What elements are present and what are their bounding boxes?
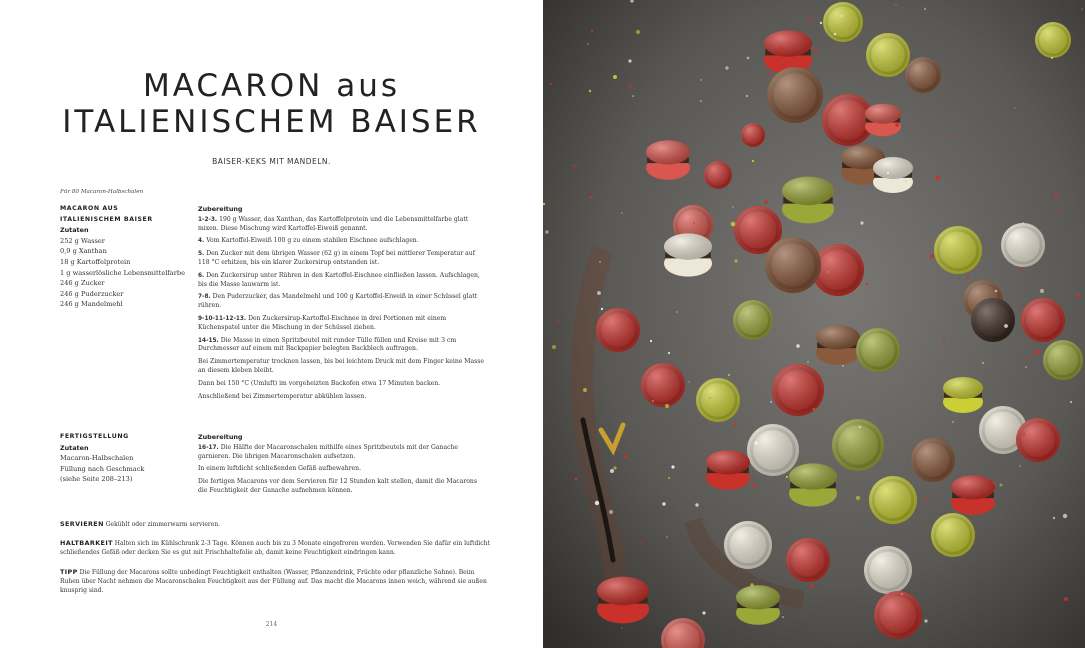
section1-ingredients-column	[60, 204, 195, 310]
crumb	[595, 501, 599, 505]
recipe-title-line1: MACARON aus	[142, 68, 401, 104]
crumb	[866, 283, 868, 285]
macaron	[789, 463, 837, 506]
crumb	[1076, 293, 1080, 297]
crumb	[666, 536, 668, 538]
crumb	[930, 254, 934, 258]
ingredient-item: Macaron-Halbschalen	[60, 454, 134, 463]
macaron-photo-illustration	[543, 0, 1085, 648]
crumb	[924, 497, 928, 501]
crumb	[859, 426, 862, 429]
crumb	[613, 466, 616, 469]
crumb	[1019, 303, 1021, 305]
crumb	[591, 30, 593, 32]
section1-heading-line2: ITALIENISCHEM BAISER	[60, 215, 153, 223]
crumb	[827, 271, 828, 272]
crumb	[594, 86, 595, 87]
macaron	[706, 450, 750, 490]
crumb	[770, 401, 772, 403]
crumb	[809, 18, 812, 21]
crumb	[728, 374, 730, 376]
step-item: Die fertigen Macarons vor dem Servieren für 12 Stunden kalt stellen, damit die Macarons die Feuchtigkeit der Ganache aufnehmen können.	[198, 478, 477, 494]
crumb	[669, 433, 671, 435]
serving-label: SERVIEREN	[60, 520, 104, 528]
macaron	[767, 67, 823, 123]
tip-label: TIPP	[60, 568, 78, 576]
crumb	[905, 180, 907, 182]
macaron	[646, 140, 690, 180]
crumb	[583, 388, 587, 392]
crumb	[752, 483, 756, 487]
macaron-photo	[543, 0, 1085, 648]
crumb	[1022, 222, 1024, 224]
macaron	[704, 161, 732, 189]
crumb	[1070, 401, 1072, 403]
crumb	[575, 478, 578, 481]
crumb	[1040, 289, 1044, 293]
crumb	[621, 212, 622, 213]
crumb	[974, 491, 978, 495]
crumb	[732, 206, 734, 208]
step-item: 14-15. Die Masse in einen Spritzbeutel mit runder Tülle füllen und Kreise mit 3 cm Durchmesser auf einem mit Backpapier belegten Backblech auftragen.	[198, 336, 457, 353]
ingredient-item: 252 g Wasser	[60, 236, 105, 245]
crumb	[624, 455, 628, 459]
macaron	[1035, 22, 1071, 58]
macaron	[696, 378, 740, 422]
crumb	[1064, 597, 1068, 601]
crumb	[1035, 350, 1040, 355]
ingredient-item: 246 g Mandelmehl	[60, 300, 123, 309]
macaron	[873, 157, 913, 193]
crumb	[820, 22, 822, 24]
ingredient-item: (siehe Seite 208–213)	[60, 475, 133, 484]
macaron	[823, 2, 863, 42]
crumb	[953, 134, 955, 136]
step-item: In einem luftdicht schließenden Gefäß aufbewahren.	[198, 465, 362, 473]
crumb	[936, 176, 940, 180]
shelf-life-text: Halten sich im Kühlschrank 2-3 Tage. Können auch bis zu 3 Monate eingefroren werden. Verwenden Sie dafür ein luftdicht schließendes Gefäß oder decken Sie es gut mit Frischhaltefolie ab, damit keine Feuchtigkeit eindringen kann.	[60, 540, 490, 556]
crumb	[676, 311, 677, 312]
crumb	[609, 510, 613, 514]
crumb	[734, 259, 737, 262]
step-item: 1-2-3. 190 g Wasser, das Xanthan, das Kartoffelprotein und die Lebensmittelfarbe glatt mixen. Diese Mischung wird Kartoffel-Eiweiß genannt.	[198, 215, 469, 232]
macaron	[1043, 340, 1083, 380]
crumb	[1054, 194, 1058, 198]
crumb	[652, 400, 653, 401]
crumb	[700, 79, 701, 80]
crumb	[750, 583, 753, 586]
crumb	[1073, 170, 1074, 171]
ingredient-item: 246 g Zucker	[60, 279, 105, 288]
recipe-title-line2: ITALIENISCHEM BAISER	[62, 104, 481, 140]
macaron	[865, 104, 901, 136]
macaron	[911, 438, 955, 482]
crumb	[589, 90, 591, 92]
section2-heading: FERTIGSTELLUNG	[60, 433, 129, 440]
macaron	[733, 300, 773, 340]
crumb	[545, 230, 548, 233]
crumb	[689, 382, 690, 383]
crumb	[1051, 57, 1053, 59]
step-item: 6. Den Zuckersirup unter Rühren in den Kartoffel-Eischnee einfließen lassen. Aufschlagen, bis die Masse lauwarm ist.	[198, 271, 480, 288]
crumb	[782, 616, 784, 618]
recipe-subtitle: BAISER-KEKS MIT MANDELN.	[212, 157, 331, 166]
crumb	[995, 290, 998, 293]
section2-ingredients-column	[60, 432, 195, 485]
crumb	[1077, 425, 1079, 427]
step-item: Bei Zimmertemperatur trocknen lassen, bis bei leichtem Druck mit dem Finger keine Masse an diesem kleben bleibt.	[198, 358, 485, 374]
macaron	[951, 475, 995, 515]
crumb	[662, 502, 665, 505]
crumb	[807, 361, 808, 362]
crumb	[887, 172, 889, 174]
shelf-life-note	[60, 539, 490, 558]
crumb	[731, 222, 736, 227]
macaron	[931, 513, 975, 557]
macaron	[943, 377, 983, 413]
crumb	[628, 59, 631, 62]
macaron	[1016, 418, 1060, 462]
crumb	[637, 434, 639, 436]
crumb	[734, 424, 737, 427]
crumb	[558, 320, 561, 323]
crumb	[668, 352, 670, 354]
tip-note	[60, 568, 490, 595]
macaron	[597, 577, 649, 624]
macaron	[765, 237, 821, 293]
crumb	[872, 76, 874, 78]
crumb	[1004, 324, 1008, 328]
crumb	[550, 83, 552, 85]
macaron	[816, 325, 860, 365]
ingredient-item: 1 g wasserlösliche Lebensmittelfarbe	[60, 268, 185, 277]
crumb	[650, 340, 652, 342]
crumb	[901, 593, 902, 594]
macaron	[724, 521, 772, 569]
crumb	[1019, 465, 1020, 466]
crumb	[967, 639, 968, 640]
crumb	[752, 160, 754, 162]
crumb	[587, 43, 589, 45]
crumb	[754, 441, 758, 445]
crumb	[1025, 366, 1026, 367]
crumb	[895, 123, 899, 127]
macaron	[741, 123, 765, 147]
section2-ingredients-label: Zutaten	[60, 443, 89, 452]
macaron	[764, 30, 812, 73]
macaron	[596, 308, 640, 352]
crumb	[1015, 108, 1016, 109]
crumb	[908, 599, 910, 601]
step-item: 16-17. Die Hälfte der Macaronschalen mithilfe eines Spritzbeutels mit der Ganache garnieren. Die übrigen Macaronschalen aufsetzen.	[198, 443, 459, 460]
crumb	[966, 275, 970, 279]
crumb	[969, 456, 971, 458]
step-item: 9-10-11-12-13. Den Zuckersirup-Kartoffel-Eischnee in drei Portionen mit einem Küchenspatel unter die Mischung in der Schüssel ziehen.	[198, 314, 447, 331]
crumb	[924, 619, 927, 622]
page-number: 214	[265, 621, 278, 628]
crumb	[952, 421, 953, 422]
crumb	[1000, 484, 1003, 487]
macaron	[856, 328, 900, 372]
crumb	[665, 404, 669, 408]
crumb	[982, 362, 984, 364]
crumb	[702, 611, 705, 614]
crumb	[841, 15, 843, 17]
crumb	[756, 535, 758, 537]
section1-steps-column	[198, 205, 488, 405]
serving-text: Gekühlt oder zimmerwarm servieren.	[105, 521, 221, 528]
crumb	[601, 308, 603, 310]
crumb	[791, 558, 792, 559]
crumb	[809, 33, 811, 35]
section2-steps-column	[198, 433, 488, 500]
crumb	[896, 5, 897, 6]
recipe-yield: Für 80 Macaron-Halbschalen	[60, 189, 144, 195]
crumb	[810, 584, 813, 587]
macaron	[1021, 298, 1065, 342]
crumb	[725, 66, 728, 69]
macaron	[747, 424, 799, 476]
crumb	[768, 73, 771, 76]
crumb	[677, 259, 680, 262]
crumb	[1039, 107, 1041, 109]
crumb	[636, 30, 640, 34]
crumb	[1071, 2, 1072, 3]
crumb	[1063, 514, 1067, 518]
crumb	[693, 222, 695, 224]
crumb	[860, 221, 863, 224]
crumb	[599, 261, 601, 263]
macaron	[786, 538, 830, 582]
macaron	[869, 476, 917, 524]
crumb	[842, 365, 843, 366]
crumb	[641, 541, 643, 543]
shelf-life-label: HALTBARKEIT	[60, 539, 113, 547]
crumb	[1023, 433, 1025, 435]
ingredient-item: 0,9 g Xanthan	[60, 247, 107, 256]
serving-note	[60, 520, 490, 530]
macaron	[905, 57, 941, 93]
macaron	[736, 585, 780, 625]
step-item: Anschließend bei Zimmertemperatur abkühlen lassen.	[198, 392, 367, 400]
crumb	[709, 397, 710, 398]
macaron	[864, 546, 912, 594]
macaron	[641, 363, 685, 407]
crumb	[747, 57, 750, 60]
macaron	[971, 298, 1015, 342]
crumb	[814, 49, 818, 53]
macaron	[934, 226, 982, 274]
crumb	[668, 477, 670, 479]
macaron	[832, 419, 884, 471]
crumb	[671, 465, 674, 468]
crumb	[1053, 517, 1055, 519]
crumb	[834, 33, 837, 36]
crumb	[764, 200, 768, 204]
ingredient-item: Füllung nach Geschmack	[60, 464, 145, 473]
step-item: Dann bei 150 °C (Umluft) im vorgeheizten Backofen etwa 17 Minuten backen.	[198, 379, 441, 387]
step-item: 5. Den Zucker mit dem übrigen Wasser (62 g) in einem Topf bei mittlerer Temperatur auf 118 °C erhitzen, bis ein klarer Zuckersirup entstanden ist.	[198, 250, 475, 266]
ingredient-item: 18 g Kartoffelprotein	[60, 257, 131, 266]
crumb	[749, 510, 751, 512]
section1-ingredient-list	[60, 236, 195, 310]
macaron	[874, 591, 922, 639]
crumb	[1029, 357, 1032, 360]
crumb	[779, 47, 784, 52]
crumb	[632, 95, 634, 97]
crumb	[746, 95, 748, 97]
crumb	[597, 291, 601, 295]
crumb	[786, 476, 788, 478]
crumb	[613, 75, 617, 79]
macaron	[782, 177, 834, 224]
crumb	[943, 340, 946, 343]
crumb	[610, 469, 614, 473]
crumb	[709, 156, 712, 159]
section1-heading-line1: MACARON AUS	[60, 205, 119, 212]
crumb	[678, 504, 680, 506]
crumb	[1020, 268, 1023, 271]
step-item: 4. Vom Kartoffel-Eiweiß 100 g zu einem stabilen Eischnee aufschlagen.	[198, 237, 419, 245]
section1-prep-label: Zubereitung	[198, 205, 243, 213]
crumb	[621, 627, 622, 628]
crumb	[573, 165, 576, 168]
crumb	[734, 148, 736, 150]
crumb	[806, 296, 807, 297]
section1-ingredients-label: Zutaten	[60, 226, 89, 235]
crumb	[856, 496, 860, 500]
macaron	[866, 33, 910, 77]
crumb	[924, 8, 926, 10]
crumb	[943, 84, 945, 86]
macaron	[772, 364, 824, 416]
section2-prep-label: Zubereitung	[198, 433, 243, 441]
crumb	[628, 84, 632, 88]
crumb	[992, 481, 995, 484]
ingredient-item: 246 g Puderzucker	[60, 289, 124, 298]
crumb	[552, 345, 556, 349]
step-item: 7-8. Den Puderzucker, das Mandelmehl und 100 g Kartoffel-Eiweiß in einer Schüssel glatt rühren.	[198, 293, 478, 310]
crumb	[700, 100, 702, 102]
crumb	[1082, 9, 1083, 10]
macaron	[1001, 223, 1045, 267]
macaron	[664, 233, 712, 276]
crumb	[590, 196, 593, 199]
crumb	[1058, 209, 1061, 212]
section2-ingredient-list	[60, 453, 195, 485]
crumb	[813, 408, 815, 410]
tip-text: Die Füllung der Macarons sollte unbedingt Feuchtigkeit enthalten (Wasser, Pflanzendrink, Früchte oder pflanzliche Sahne). Beim Ruhen über Nacht nehmen die Macaronschalen Feuchtigkeit aus der Füllung auf. Das macht die Macarons innen weich, während sie außen knusprig sind.	[60, 569, 487, 594]
crumb	[543, 203, 545, 205]
crumb	[695, 503, 698, 506]
crumb	[796, 344, 799, 347]
